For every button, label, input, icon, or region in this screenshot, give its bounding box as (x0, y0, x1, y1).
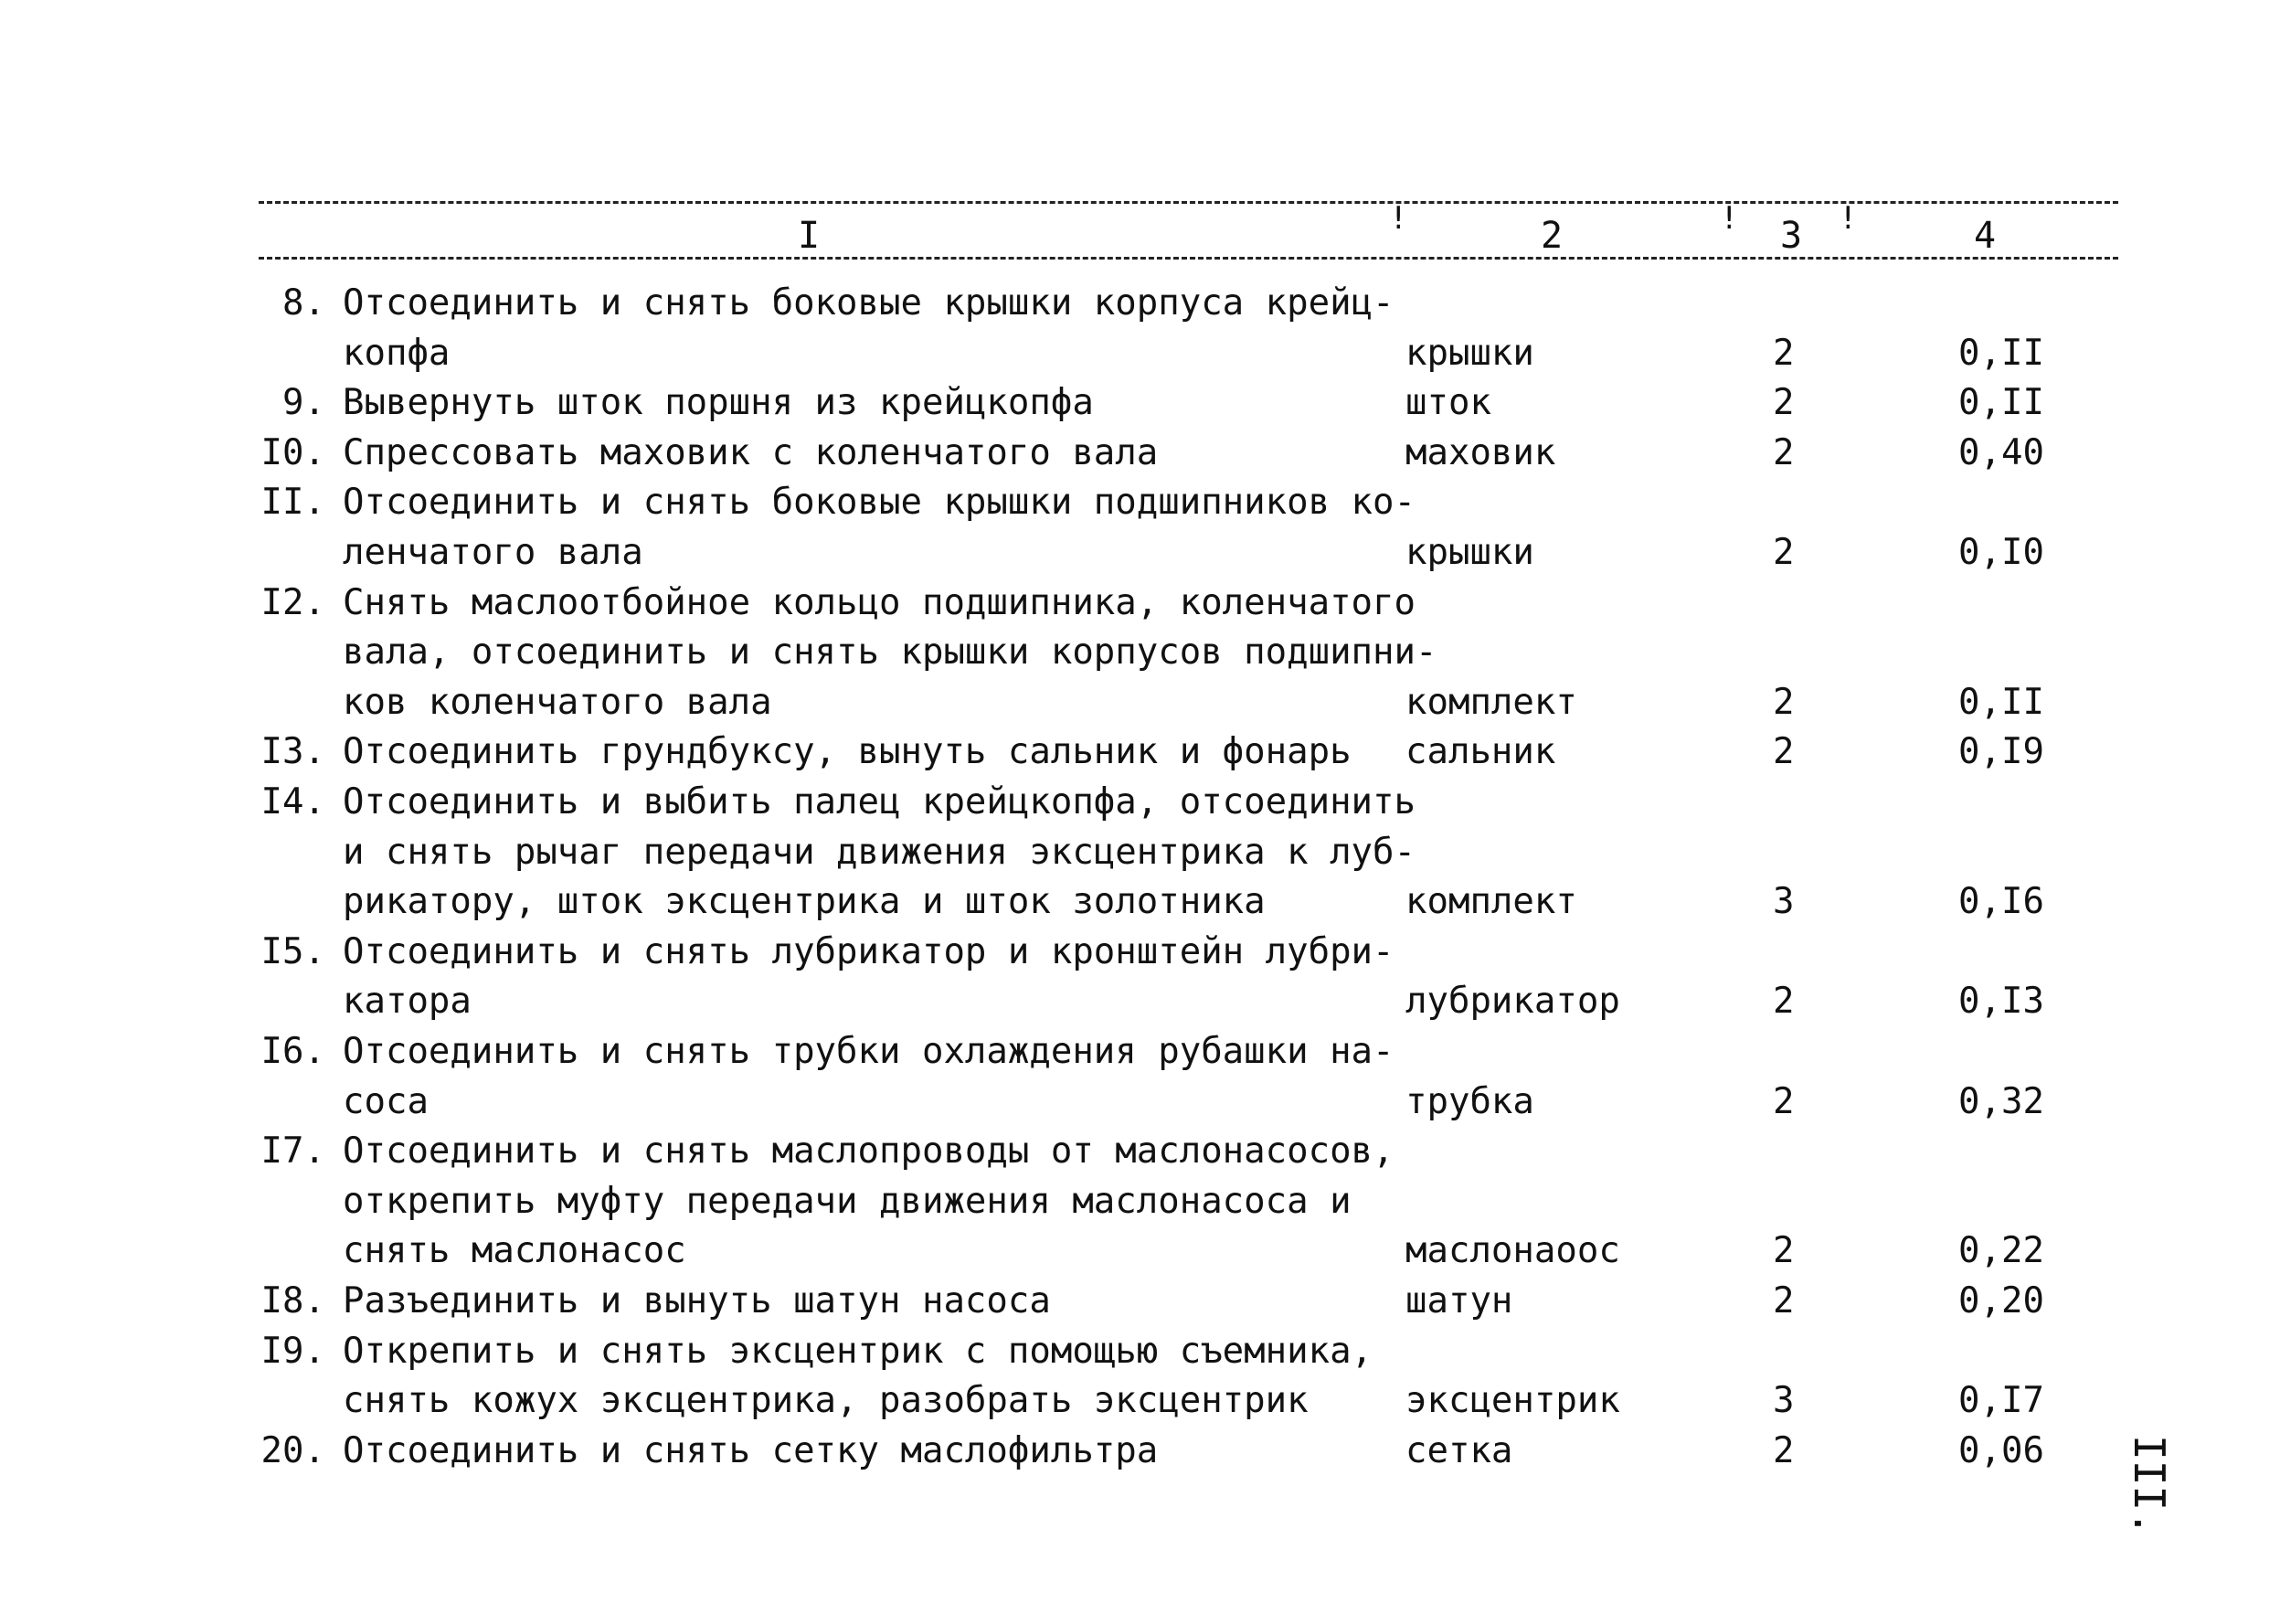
table-row (0, 378, 2280, 428)
item-number: I8. (260, 1280, 325, 1321)
table-row (0, 329, 2280, 378)
operation-text: Отсоединить и снять сетку маслофильтра (343, 1429, 1159, 1471)
quantity: 2 (1773, 731, 1795, 773)
operation-text: Отсоединить грундбуксу, вынуть сальник и фонарь (343, 731, 1352, 773)
column-header-3: 3 (1780, 215, 1803, 257)
time-norm: 0,I6 (1958, 881, 2044, 923)
time-norm: 0,II (1958, 382, 2044, 424)
operation-text: вала, отсоединить и снять крышки корпусов подшипни- (343, 632, 1437, 674)
quantity: 2 (1773, 1429, 1795, 1471)
quantity: 2 (1773, 332, 1795, 374)
column-separator: ! (1839, 200, 1858, 237)
operation-text: Отсоединить и выбить палец крейцкопфа, отсоединить (343, 781, 1416, 823)
table-row (0, 1127, 2280, 1176)
operation-text: и снять рычаг передачи движения эксцентрика к луб- (343, 831, 1416, 873)
table-row (0, 429, 2280, 478)
time-norm: 0,32 (1958, 1080, 2044, 1122)
column-header-2: 2 (1541, 215, 1564, 257)
table-row (0, 1077, 2280, 1127)
page-number: III. (2125, 1435, 2174, 1536)
operation-text: снять маслонасос (343, 1230, 686, 1272)
table-row (0, 928, 2280, 977)
part-name: маховик (1405, 431, 1556, 473)
time-norm: 0,20 (1958, 1280, 2044, 1321)
part-name: шток (1405, 382, 1491, 424)
part-name: шатун (1405, 1280, 1513, 1321)
operation-text: Вывернуть шток поршня из крейцкопфа (343, 382, 1094, 424)
operation-text: катора (343, 981, 472, 1023)
table-row (0, 1376, 2280, 1426)
time-norm: 0,I0 (1958, 532, 2044, 573)
table-row (0, 877, 2280, 927)
time-norm: 0,I3 (1958, 981, 2044, 1023)
table-row (0, 478, 2280, 527)
table-row (0, 528, 2280, 578)
table-row (0, 578, 2280, 628)
item-number: I0. (260, 431, 325, 473)
time-norm: 0,I7 (1958, 1380, 2044, 1422)
quantity: 3 (1773, 1380, 1795, 1422)
time-norm: 0,I9 (1958, 731, 2044, 773)
operation-text: Отсоединить и снять маслопроводы от маслонасосов, (343, 1130, 1395, 1173)
time-norm: 0,22 (1958, 1230, 2044, 1272)
operation-text: Отсоединить и снять боковые крышки подшипников ко- (343, 482, 1416, 524)
part-name: крышки (1405, 532, 1534, 573)
part-name: трубка (1405, 1080, 1534, 1122)
table-row (0, 1427, 2280, 1476)
column-header-4: 4 (1974, 215, 1997, 257)
quantity: 2 (1773, 382, 1795, 424)
quantity: 2 (1773, 1230, 1795, 1272)
part-name: сетка (1405, 1429, 1513, 1471)
table-row (0, 1277, 2280, 1326)
table-row (0, 1327, 2280, 1376)
operation-text: снять кожух эксцентрика, разобрать эксцентрик (343, 1380, 1309, 1422)
quantity: 2 (1773, 532, 1795, 573)
quantity: 2 (1773, 431, 1795, 473)
column-separator: ! (1389, 200, 1408, 237)
table-row (0, 279, 2280, 328)
item-number: I4. (260, 781, 325, 823)
operation-text: копфа (343, 332, 451, 374)
part-name: маслонаоос (1405, 1230, 1620, 1272)
operation-text: Открепить и снять эксцентрик с помощью съемника, (343, 1330, 1373, 1372)
operation-text: открепить муфту передачи движения маслонасоса и (343, 1180, 1352, 1222)
part-name: комплект (1405, 881, 1577, 923)
table-row (0, 628, 2280, 677)
item-number: I6. (260, 1031, 325, 1072)
quantity: 2 (1773, 681, 1795, 723)
quantity: 2 (1773, 1280, 1795, 1321)
part-name: сальник (1405, 731, 1556, 773)
operation-text: рикатору, шток эксцентрика и шток золотника (343, 881, 1266, 923)
operation-text: ков коленчатого вала (343, 681, 772, 723)
item-number: I5. (260, 930, 325, 972)
table-header-rule (259, 257, 2118, 260)
part-name: комплект (1405, 681, 1577, 723)
table-row (0, 778, 2280, 827)
part-name: крышки (1405, 332, 1534, 374)
item-number: 20. (260, 1429, 325, 1471)
item-number: I3. (260, 731, 325, 773)
table-row (0, 727, 2280, 777)
time-norm: 0,06 (1958, 1429, 2044, 1471)
item-number: I7. (260, 1130, 325, 1173)
operation-text: ленчатого вала (343, 532, 643, 573)
time-norm: 0,40 (1958, 431, 2044, 473)
part-name: эксцентрик (1405, 1380, 1620, 1422)
item-number: 8. (282, 282, 325, 324)
operation-text: Снять маслоотбойное кольцо подшипника, коленчатого (343, 581, 1416, 623)
operation-text: Отсоединить и снять лубрикатор и кронштейн лубри- (343, 930, 1395, 972)
operation-text: Разъединить и вынуть шатун насоса (343, 1280, 1051, 1321)
table-row (0, 1027, 2280, 1077)
item-number: I9. (260, 1330, 325, 1372)
operation-text: Спрессовать маховик с коленчатого вала (343, 431, 1159, 473)
table-row (0, 1226, 2280, 1276)
quantity: 2 (1773, 1080, 1795, 1122)
operation-text: соса (343, 1080, 429, 1122)
operation-text: Отсоединить и снять боковые крышки корпуса крейц- (343, 282, 1395, 324)
column-header-1: I (798, 215, 821, 257)
item-number: 9. (282, 382, 325, 424)
item-number: II. (260, 482, 325, 524)
time-norm: 0,II (1958, 681, 2044, 723)
quantity: 2 (1773, 981, 1795, 1023)
quantity: 3 (1773, 881, 1795, 923)
column-separator: ! (1720, 200, 1739, 237)
table-row (0, 828, 2280, 877)
part-name: лубрикатор (1405, 981, 1620, 1023)
operation-text: Отсоединить и снять трубки охлаждения рубашки на- (343, 1031, 1395, 1072)
table-row (0, 1177, 2280, 1226)
table-row (0, 977, 2280, 1026)
item-number: I2. (260, 581, 325, 623)
table-row (0, 678, 2280, 727)
time-norm: 0,II (1958, 332, 2044, 374)
